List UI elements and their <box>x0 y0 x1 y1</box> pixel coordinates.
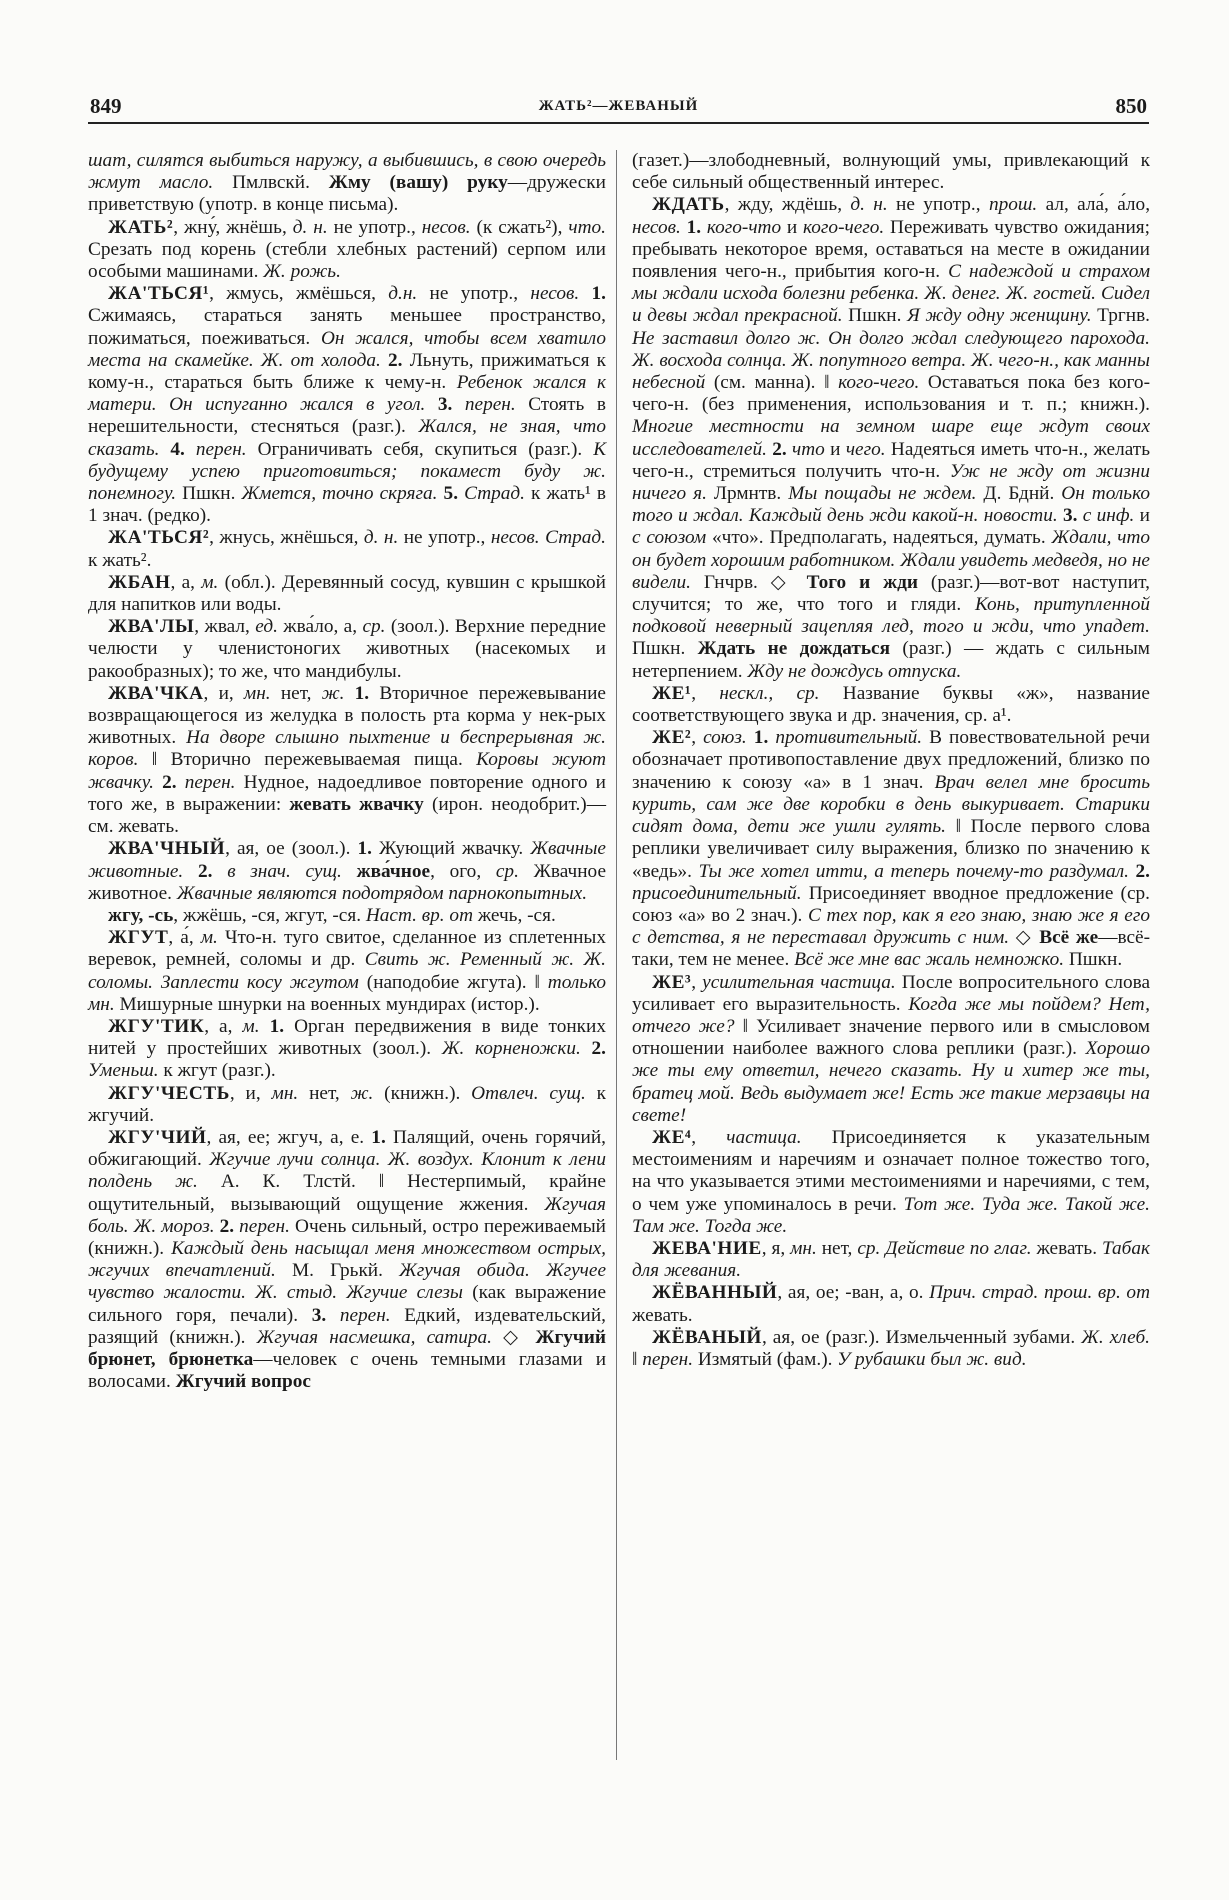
entry-text: союз. <box>703 727 747 749</box>
entry-text: Ж. корненожки. <box>441 1038 581 1060</box>
entry-text: не употр., <box>887 194 989 216</box>
entry-text: «что». Предполагать, надеяться, думать. <box>706 527 1052 549</box>
entry-text: не употр., <box>327 216 422 238</box>
page-number-left: 849 <box>90 94 122 118</box>
entry-text: кого-чего. <box>802 216 885 238</box>
headword: ЖГУ'ЧЕСТЬ <box>108 1082 230 1104</box>
entry-text: к жать¹ в 1 знач. (редко). <box>88 483 606 527</box>
headword: ЖДАТЬ <box>652 194 725 216</box>
entry-text: , жну́, жнёшь, <box>173 216 293 238</box>
entry-text: , а, <box>204 1015 243 1037</box>
entry-text: и <box>781 216 803 238</box>
entry-text: ‖ Усиливает значение первого или в смысловом отношении наиболее важного слова реплики (разг.). <box>632 1015 1150 1060</box>
entry-text: Палящий, очень горячий, обжигающий. <box>88 1126 607 1171</box>
entry-text: несов. <box>632 216 681 238</box>
entry-text: , ая, ое (разг.). Измельченный зубами. <box>761 1326 1082 1348</box>
entry-text: На дворе слышно пыхтение и беспрерывная ж. коров. <box>88 727 607 771</box>
entry-text: Пшкн. <box>176 483 242 505</box>
entry-text: Ж. рожь. <box>263 261 341 283</box>
entry-text: Всё же <box>1039 927 1099 949</box>
headword: ЖВА'ЛЫ <box>108 616 195 638</box>
entry-text: ‖ После первого слова реплики увеличивает силу выражения, близко по значению к «ведь». <box>632 816 1151 882</box>
entry-text: Когда же мы пойдем? Нет, отчего же? <box>632 993 1150 1037</box>
entry-text: 5. <box>437 483 465 505</box>
entry-text: В повествовательной речи обозначает противопоставление двух предложений, близко по значению к союзу «а» в 1 знач. <box>632 727 1150 793</box>
entry-text: Пшкн. <box>632 638 698 660</box>
headword: ЖЕВА'НИЕ <box>652 1237 762 1259</box>
entry-text: 2. <box>1128 860 1150 882</box>
entry-text: Надеяться иметь что-н., желать чего-н., стремиться получить что-н. <box>632 438 1150 482</box>
entry-text: в знач. сущ. <box>227 860 342 882</box>
entry-text: , и, <box>229 1082 272 1104</box>
entry-text: , <box>691 971 703 993</box>
entry-text: 1. <box>371 1126 386 1148</box>
entry-text: д. н. <box>292 216 328 238</box>
entry-text: Жгучая боль. Ж. мороз. <box>88 1193 606 1237</box>
entry-text: ◇ <box>1009 927 1040 949</box>
entry-text: Конь, притупленной подковой неверный зацепляя лед, того и жди, что упадет. <box>632 594 1150 638</box>
entry-text: Мишурные шнурки на военных мундирах (истор.). <box>114 993 540 1015</box>
entry-text: (см. манна). ‖ <box>705 372 839 394</box>
entry-text: жгу, -сь <box>108 904 174 926</box>
entry-text: , жжёшь, -ся, жгут, -ся. <box>173 904 366 926</box>
entry-text: Ждали, что он будет хорошим работником. Ждали увидеть медведя, но не видели. <box>632 527 1151 593</box>
entry-text: 2. <box>380 349 410 371</box>
entry-text: м. <box>242 1015 260 1037</box>
entry-text: несов. <box>421 216 471 238</box>
entry-text: (ирон. неодобрит.)—см. жевать. <box>88 793 606 838</box>
entry-text: , жмусь, жмёшься, <box>209 283 389 305</box>
entry-text: 1. <box>344 682 380 704</box>
entry-text: А. К. Тлстй. ‖ Нестерпимый, крайне ощутительный, вызывающий ощущение жжения. <box>88 1171 606 1215</box>
entry-text: 1. <box>357 838 372 860</box>
dictionary-entry-zhe3 <box>632 972 1150 1127</box>
entry-text: к жгучий. <box>88 1082 606 1126</box>
entry-text: Мы пощады не ждем. <box>788 483 977 505</box>
headword: ЖЕ⁴ <box>652 1126 692 1148</box>
entry-text: 3. <box>425 394 465 416</box>
entry-text: присоединительный. <box>632 882 802 904</box>
entry-text: , жду, ждёшь, <box>724 194 851 216</box>
entry-text: Гнчрв. ◇ <box>690 571 807 593</box>
entry-text: Того и жди <box>806 571 918 593</box>
entry-text: Каждый день насыщал меня множеством острых, жгучих впечатлений. <box>88 1237 607 1282</box>
entry-text: Жгучая насмешка, сатира. <box>256 1326 492 1348</box>
headword: ЖЁВАННЫЙ <box>652 1282 778 1304</box>
entry-text: жевать жвачку <box>289 793 424 815</box>
entry-text: ж. <box>321 682 345 704</box>
dictionary-entry-zhgu <box>88 905 606 927</box>
entry-text: несов. <box>530 283 580 305</box>
entry-text: 1. <box>579 283 606 305</box>
entry-text: Пшкн. <box>842 305 908 327</box>
entry-text: Сжимаясь, стараться занять меньшее пространство, пожиматься, поеживаться. <box>88 305 606 349</box>
entry-text: что. <box>568 216 606 238</box>
entry-text: М. Грькй. <box>275 1260 400 1282</box>
entry-text: нет, <box>270 682 322 704</box>
entry-text: м. <box>201 571 219 593</box>
entry-text: жевать. <box>632 1304 693 1326</box>
entry-text: частица. <box>726 1126 802 1148</box>
entry-text: Жду не дождусь отпуска. <box>747 660 962 682</box>
entry-text: Пшкн. <box>1064 949 1123 971</box>
entry-text: Уменьш. <box>88 1060 159 1082</box>
entry-text: Льнуть, прижиматься к кому-н., стараться быть ближе к чему-н. <box>88 349 607 394</box>
right-column <box>632 150 1150 1371</box>
entry-text: Я жду одну женщину. <box>907 305 1092 327</box>
entry-text: перен. <box>195 438 247 460</box>
entry-text: (как выражение сильного горя, печали). <box>88 1282 607 1326</box>
entry-text: (наподобие жгута). ‖ <box>358 971 548 993</box>
entry-text: ср. Действие по глаг. <box>857 1237 1032 1259</box>
dictionary-entry-zhban <box>88 572 606 616</box>
dictionary-entry-zhe2 <box>632 727 1150 971</box>
entry-text: , ая, ое; -ван, а, о. <box>777 1282 930 1304</box>
entry-text: Он жался, чтобы всем хватило места на скамейке. Ж. от холода. <box>88 327 606 371</box>
entry-text: Жгучая обида. Жгучее чувство жалости. Ж. стыд. Жгучие слезы <box>88 1260 606 1304</box>
entry-text: С надеждой и страхом мы ждали исхода болезни ребенка. Ж. денег. Ж. гостей. Сидел и девы ждал прекрасной. <box>632 261 1150 327</box>
page-number-right: 850 <box>1115 94 1147 118</box>
headword: ЖГУ'ЧИЙ <box>108 1126 207 1148</box>
entry-text: 3. <box>1057 505 1083 527</box>
entry-text: противительный. <box>775 727 923 749</box>
entry-text: ср. <box>362 616 386 638</box>
entry-text: Наст. вр. от <box>365 904 473 926</box>
entry-text: ◇ <box>491 1326 536 1348</box>
headword: ЖЕ² <box>652 727 692 749</box>
entry-text: жечь, -ся. <box>473 904 556 926</box>
entry-text: , ого, <box>430 860 496 882</box>
entry-text: Страд. <box>464 483 525 505</box>
entry-text: , и, <box>203 682 244 704</box>
entry-text: Многие местности на земном шаре еще ждут своих исследователей. <box>632 416 1150 460</box>
entry-text: , жнусь, жнёшься, <box>209 527 364 549</box>
entry-text: Ребенок жался к матери. Он испуганно жался в угол. <box>88 372 606 416</box>
entry-text: (газет.)—злободневный, волнующий умы, привлекающий к себе сильный общественный интерес. <box>632 150 1150 194</box>
entry-text: , ая, ее; жгуч, а, е. <box>206 1126 372 1148</box>
entry-text: перен. <box>464 394 516 416</box>
dictionary-entry-zhvaly <box>88 616 606 683</box>
headword: ЖВА'ЧНЫЙ <box>108 838 226 860</box>
entry-text: , я, <box>761 1237 791 1259</box>
entry-text: —человек с очень темными глазами и волосами. <box>88 1348 607 1393</box>
entry-text: (разг.)—вот-вот наступит, случится; то же, что того и гляди. <box>632 571 1150 616</box>
dictionary-entry-zhat2 <box>88 217 606 284</box>
entry-text: д. н. <box>363 527 399 549</box>
entry-text: К будущему успею приготовиться; покамест буду ж. понемногу. <box>88 438 607 505</box>
entry-text: не употр., <box>417 283 531 305</box>
dictionary-entry-zhgut <box>88 927 606 1016</box>
entry-text: Жался, не зная, что сказать. <box>88 416 606 460</box>
entry-text: и <box>1134 505 1150 527</box>
entry-text: мн. <box>243 682 271 704</box>
entry-text: Жгучие лучи солнца. Ж. воздух. Клонит к лени полдень ж. <box>88 1149 606 1193</box>
entry-text: Жвачные животные. <box>88 838 606 882</box>
dictionary-entry-zhgutik <box>88 1016 606 1083</box>
entry-text: ‖ Вторично пережевываемая пища. <box>138 749 477 771</box>
entry-text: мн. <box>271 1082 299 1104</box>
entry-text: , а́, <box>168 927 201 949</box>
entry-text: Лрмнтв. <box>706 483 789 505</box>
entry-text: Жующий жвачку. <box>371 838 531 860</box>
headword: ЖАТЬ² <box>108 216 174 238</box>
entry-text: 2. <box>214 1215 240 1237</box>
entry-text: 2. <box>766 438 793 460</box>
entry-text: Жмется, точно скряга. <box>241 483 438 505</box>
headword: ЖВА'ЧКА <box>108 682 204 704</box>
entry-text: Не заставил долго ж. Он долго ждал следующего парохода. Ж. восхода солнца. Ж. попутного ветра. Ж. чего-н., как манны небесной <box>632 327 1150 394</box>
dictionary-entry-zhdat <box>632 194 1150 682</box>
entry-text: , а, <box>170 571 202 593</box>
entry-text: 1. <box>680 216 707 238</box>
entry-text: прош. <box>988 194 1038 216</box>
entry-text: Пмлвск <box>213 172 295 194</box>
entry-text: д. н. <box>850 194 888 216</box>
column-divider <box>616 150 617 1760</box>
entry-text: Жму (вашу) руку <box>328 172 508 194</box>
entry-text: Ты же хотел итти, а теперь почему-то раздумал. <box>698 860 1129 882</box>
entry-text: шат, силятся выбиться наружу, а выбившись, в свою очередь жмут масло. <box>88 150 606 194</box>
entry-text: Он только того и ждал. Каждый день жди какой-н. новости. <box>632 483 1150 527</box>
headword: ЖГУТ <box>108 927 169 949</box>
entry-text: Ограничивать себя, скупиться (разг.). <box>246 438 594 460</box>
page-header <box>88 92 1149 124</box>
entry-text: нескл., ср. <box>719 682 820 704</box>
entry-text: , жвал, <box>194 616 256 638</box>
entry-text: 3. <box>311 1304 327 1326</box>
entry-text: Орган передвижения в виде тонких нитей у простейших животных (зоол.). <box>88 1015 607 1060</box>
entry-text: чего. <box>845 438 886 460</box>
running-head: ЖАТЬ²—ЖЕВАНЫЙ <box>538 98 699 114</box>
dictionary-entry-zhevanie <box>632 1238 1150 1282</box>
entry-text: Свить ж. Ременный ж. Ж. соломы. Заплести косу жгутом <box>88 949 606 993</box>
entry-text: ед. <box>255 616 278 638</box>
dictionary-entry-zhevany <box>632 1327 1150 1371</box>
headword: ЖБАН <box>108 571 171 593</box>
entry-text: Переживать чувство ожидания; пребывать некоторое время, оставаться на месте в ожидании появления чего-н., прибытия кого-н. <box>632 216 1150 283</box>
entry-text: (разг.) — ждать с сильным нетерпением. <box>632 638 1150 682</box>
entry-text: ал, ала́, а́ло, <box>1037 194 1151 216</box>
entry-text: мн. <box>790 1237 817 1259</box>
entry-text: кого-чего. <box>838 372 920 394</box>
entry-text: нет, <box>298 1082 351 1104</box>
entry-text: Прич. страд. прош. вр. от <box>929 1282 1150 1304</box>
entry-text: 1. <box>259 1015 295 1037</box>
dictionary-entry-zhevanny <box>632 1282 1150 1326</box>
entry-text: Отвлеч. сущ. <box>471 1082 586 1104</box>
entry-text: Стоять в нерешительности, стесняться (разг.). <box>88 394 606 438</box>
dictionary-entry-zhguchy <box>88 1127 606 1393</box>
entry-text: жевать. <box>1031 1237 1102 1259</box>
entry-text: к жать². <box>88 549 152 571</box>
entry-text: Тот же. Туда же. Такой же. Там же. Тогда же. <box>632 1193 1150 1237</box>
entry-text: Присоединяется к указательным местоимениям и наречиям и означает полное тожество того, на что указывается этими местоимениями и наречиями, с тем, о чем уже упоминалось в речи. <box>632 1126 1150 1215</box>
entry-text: (зоол.). Верхние передние челюсти у членистоногих животных (насекомых и ракообразных); то же, что мандибулы. <box>88 616 606 682</box>
entry-text: Уж не жду от жизни ничего я. <box>632 460 1150 505</box>
entry-text: только мн. <box>88 971 606 1015</box>
headword: ЖЕ³ <box>652 971 692 993</box>
entry-text: —всё-таки, тем не менее. <box>632 927 1150 971</box>
entry-text: (книжн.). <box>373 1082 472 1104</box>
headword: ЖА'ТЬСЯ¹ <box>108 283 210 305</box>
entry-text: Название буквы «ж», название соответствующего звука и др. значения, ср. а¹. <box>632 682 1150 727</box>
entry-text: Жвачные являются подотрядом парнокопытных. <box>176 882 588 904</box>
headword: ЖА'ТЬСЯ² <box>108 527 210 549</box>
entry-text: м. <box>200 927 218 949</box>
dictionary-entry-zhe4 <box>632 1127 1150 1238</box>
dictionary-entry-zhvachka <box>88 683 606 838</box>
entry-text: —дружески приветствую (употр. в конце письма). <box>88 172 606 216</box>
entry-text: несов. Страд. <box>490 527 606 549</box>
entry-text: Жгучий брюнет, брюнетка <box>88 1326 606 1370</box>
entry-text: жва́ло, а, <box>277 616 363 638</box>
entry-text: и <box>824 438 846 460</box>
entry-text: , <box>691 1126 727 1148</box>
entry-text: Присоединяет вводное предложение (ср. союз «а» во 2 знач.). <box>632 882 1150 926</box>
entry-text: 2. <box>183 860 228 882</box>
entry-text: Что-н. туго свитое, сделанное из сплетенных веревок, ремней, соломы и др. <box>88 927 607 971</box>
entry-text: жва́чное <box>341 860 431 882</box>
entry-text: Ждать не дождаться <box>697 638 891 660</box>
entry-text: Очень сильный, остро переживаемый (книжн.). <box>88 1215 606 1259</box>
entry-text: Коровы жуют жвачку. <box>88 749 606 793</box>
headword: ЖГУ'ТИК <box>108 1015 205 1037</box>
entry-text: перен. <box>239 1215 290 1237</box>
entry-text: нет, <box>816 1237 858 1259</box>
entry-text: 2. <box>153 771 185 793</box>
entry-text: Оставаться пока без кого-чего-н. (без применения, использования и т. п.; книжн.). <box>632 372 1150 416</box>
entry-text: к жгут (разг.). <box>158 1060 276 1082</box>
entry-text: Хорошо же ты ему ответил, нечего сказать. Ну и хитер же ты, братец мой. Ведь выдумает же! Есть же такие мерзавцы на свете! <box>632 1038 1150 1126</box>
entry-text: с инф. <box>1082 505 1135 527</box>
entry-text: 1. <box>746 727 776 749</box>
dictionary-entry-zhguchest <box>88 1083 606 1127</box>
entry-text: Тргнв. <box>1091 305 1151 327</box>
entry-text: Ж. хлеб. <box>1081 1326 1150 1348</box>
entry-text: Едкий, издевательский, разящий (книжн.). <box>88 1304 607 1348</box>
entry-text: Вторичное пережевывание возвращающегося из желудка в полость рта корма у нек-рых животных. <box>88 682 606 749</box>
entry-text: ‖ <box>632 1348 643 1370</box>
entry-text: , <box>691 727 704 749</box>
entry-text: Жвачное животное. <box>88 860 606 904</box>
entry-text: , <box>691 682 720 704</box>
entry-text: д.н. <box>388 283 418 305</box>
entry-text: перен. <box>184 771 236 793</box>
entry-text: Нудное, надоедливое повторение одного и того же, в выражении: <box>88 771 606 815</box>
entry-text: й. <box>294 172 329 194</box>
dictionary-entry-zhe1 <box>632 683 1150 727</box>
entry-text: усилительная частица. <box>702 971 896 993</box>
entry-text: ж. <box>350 1082 374 1104</box>
entry-text: Табак для жевания. <box>632 1237 1150 1282</box>
entry-text: перен. <box>642 1348 694 1370</box>
entry-text: После вопросительного слова усиливает его выразительность. <box>632 971 1151 1015</box>
entry-text: (обл.). Деревянный сосуд, кувшин с крышкой для напитков или воды. <box>88 571 606 616</box>
headword: ЖЕ¹ <box>652 682 692 704</box>
entry-text: не употр., <box>398 527 491 549</box>
entry-text: перен. <box>326 1304 391 1326</box>
entry-text: У рубашки был ж. вид. <box>837 1348 1027 1370</box>
entry-text: , ая, ое (зоол.). <box>225 838 358 860</box>
entry-text: Врач велел мне бросить курить, сам же две коробки в день выкуривает. Старики сидят дома, дети же ушли гулять. <box>632 771 1151 838</box>
entry-text: кого-что <box>706 216 782 238</box>
entry-text: (к сжать²), <box>470 216 569 238</box>
dictionary-entry-cont-zhguchy <box>632 150 1150 194</box>
dictionary-entry-zhvachny <box>88 838 606 905</box>
entry-text: Жгучий вопрос <box>175 1371 311 1393</box>
entry-text: Срезать под корень (стебли хлебных растений) серпом или особыми машинами. <box>88 238 606 283</box>
dictionary-entry-cont-zhat1 <box>88 150 606 217</box>
entry-text: что <box>792 438 825 460</box>
entry-text: Д. Бднй. <box>976 483 1062 505</box>
entry-text: 4. <box>159 438 196 460</box>
entry-text: 2. <box>580 1038 606 1060</box>
entry-text: с союзом <box>632 527 707 549</box>
headword: ЖЁВАНЫЙ <box>652 1326 762 1348</box>
entry-text: С тех пор, как я его знаю, знаю же я его с детства, я не переставал дружить с ним. <box>632 904 1150 949</box>
entry-text: ср. <box>495 860 519 882</box>
dictionary-entry-zhatsya1 <box>88 283 606 527</box>
entry-text: Всё же мне вас жаль немножко. <box>794 949 1065 971</box>
dictionary-entry-zhatsya2 <box>88 527 606 571</box>
entry-text: Измятый (фам.). <box>693 1348 838 1370</box>
left-column <box>88 150 606 1393</box>
